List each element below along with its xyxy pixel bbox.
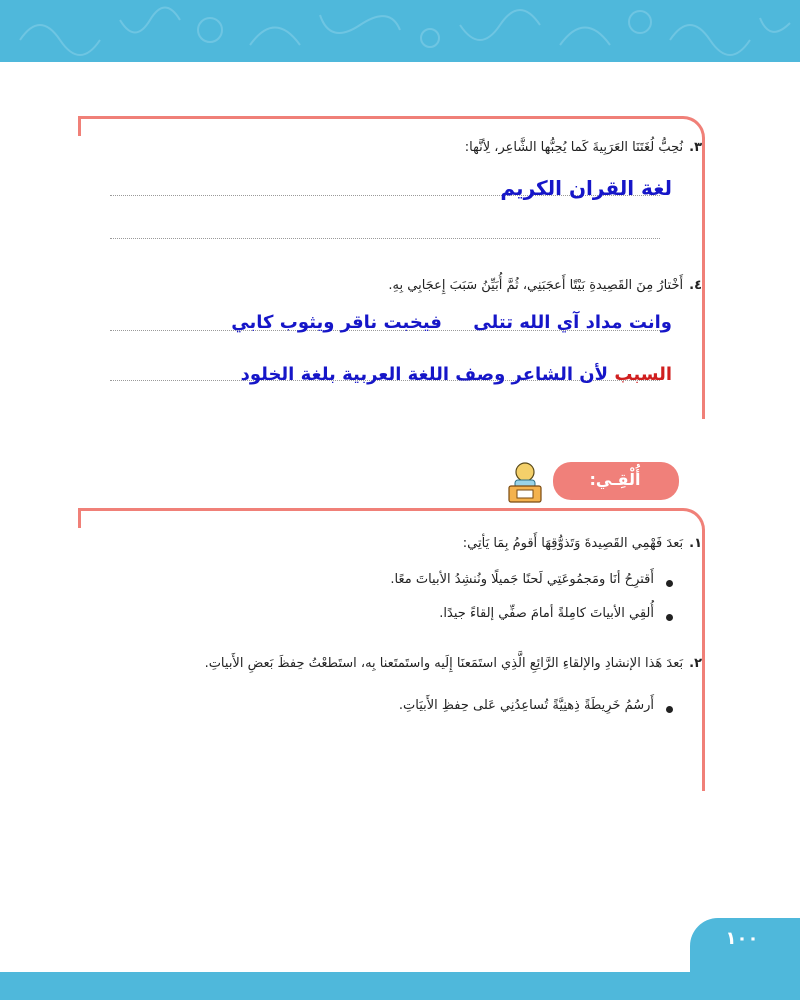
task-1-bullet-1: أَقترِحُ أنَا ومَجمُوعَتِي لَحنًا جَميلًا ونُنشِدُ الأبياتَ معًا. <box>390 572 654 587</box>
question-number: ٤. <box>689 278 702 293</box>
answer-line <box>110 238 660 239</box>
task-text: بَعدَ فَهْمِي القَصِيدةَ وَتَذوُّقِهَا أَقومُ بِمَا يَأتِي: <box>462 536 684 551</box>
handwritten-answer-reason <box>241 364 672 385</box>
bullet-icon <box>666 614 673 621</box>
reason-label: السبب <box>614 364 672 385</box>
bullet-icon <box>666 706 673 713</box>
task-text: بَعدَ هَذا الإنشادِ والإلقاءِ الرَّائِعِ الَّذِي استَمَعنَا إِلَيه واستَمتَعنا بِه، استَطعْتُ حِفظَ بَعضِ الأَبياتِ. <box>204 656 684 671</box>
task-2-bullet-1: أَرسُمُ خَرِيطَةً ذِهنِيَّةً تُساعِدُنِي عَلى حِفظِ الأَبيَاتِ. <box>398 698 654 713</box>
task-number: ٢. <box>689 656 702 671</box>
question-prompt: نُحِبُّ لُغَتَنَا العَرَبِيةَ كَما يُحِبُّها الشَّاعِر، لِأنَّها: <box>464 140 684 155</box>
teacher-podium-icon <box>503 460 547 506</box>
task-number: ١. <box>689 536 702 551</box>
handwritten-answer-q3: لغة القران الكريم <box>500 176 672 200</box>
question-3 <box>465 140 702 155</box>
task-2 <box>205 656 702 671</box>
section-tab-label: أُلْقِـي: <box>589 470 641 489</box>
decorative-calligraphy-pattern <box>0 0 800 62</box>
question-number: ٣. <box>689 140 702 155</box>
task-1-bullet-2: أُلقِي الأبياتَ كامِلةً أمامَ صفِّي إلقاءً جيدًا. <box>439 606 654 621</box>
panel-corner-mark <box>78 508 81 528</box>
handwritten-answer-verse: وانت مداد آي الله تتلى فيخبت ناقر ويثوب كابي <box>231 312 672 333</box>
panel-corner-mark <box>78 116 81 136</box>
question-prompt: أَخْتارُ مِنَ القَصِيدةِ بَيْتًا أَعجَبَنِي، ثُمَّ أُبَيِّنُ سَبَبَ إِعجَابِي بِهِ. <box>388 278 684 293</box>
footer-band <box>0 972 800 1000</box>
page-number: ١٠٠ <box>725 928 759 949</box>
bullet-icon <box>666 580 673 587</box>
question-4 <box>388 278 702 293</box>
header-band <box>0 0 800 62</box>
task-1 <box>463 536 702 551</box>
reason-text: لأن الشاعر وصف اللغة العربية بلغة الخلود <box>240 364 615 385</box>
